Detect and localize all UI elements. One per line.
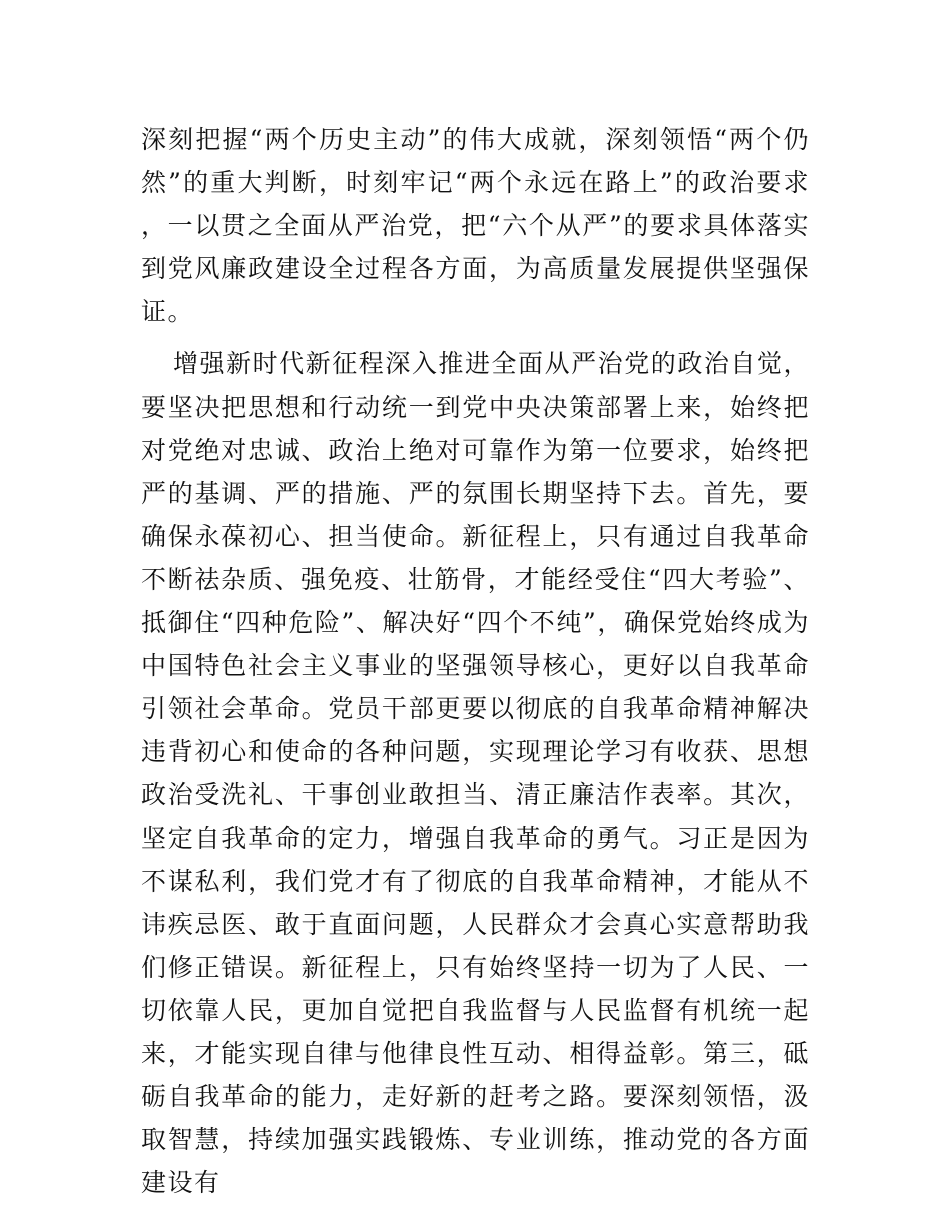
document-body xyxy=(141,118,810,1204)
paragraph-continuation: 深刻把握“两个历史主动”的伟大成就，深刻领悟“两个仍然”的重大判断，时刻牢记“两个永远在路上”的政治要求，一以贯之全面从严治党，把“六个从严”的要求具体落实到党风廉政建设全过程各方面，为高质量发展提供坚强保证。 xyxy=(141,125,810,327)
paragraph-political-awareness: 增强新时代新征程深入推进全面从严治党的政治自觉，要坚决把思想和行动统一到党中央决策部署上来，始终把对党绝对忠诚、政治上绝对可靠作为第一位要求，始终把严的基调、严的措施、严的氛围长期坚持下去。首先，要确保永葆初心、担当使命。新征程上，只有通过自我革命不断祛杂质、强免疫、壮筋骨，才能经受住“四大考验”、抵御住“四种危险”、解决好“四个不纯”，确保党始终成为中国特色社会主义事业的坚强领导核心，更好以自我革命引领社会革命。党员干部更要以彻底的自我革命精神解决违背初心和使命的各种问题，实现理论学习有收获、思想政治受洗礼、干事创业敢担当、清正廉洁作表率。其次，坚定自我革命的定力，增强自我革命的勇气。习正是因为不谋私利，我们党才有了彻底的自我革命精神，才能从不讳疾忌医、敢于直面问题，人民群众才会真心实意帮助我们修正错误。新征程上，只有始终坚持一切为了人民、一切依靠人民，更加自觉把自我监督与人民监督有机统一起来，才能实现自律与他律良性互动、相得益彰。第三，砥砺自我革命的能力，走好新的赶考之路。要深刻领悟，汲取智慧，持续加强实践锻炼、专业训练，推动党的各方面建设有 xyxy=(141,349,810,1198)
